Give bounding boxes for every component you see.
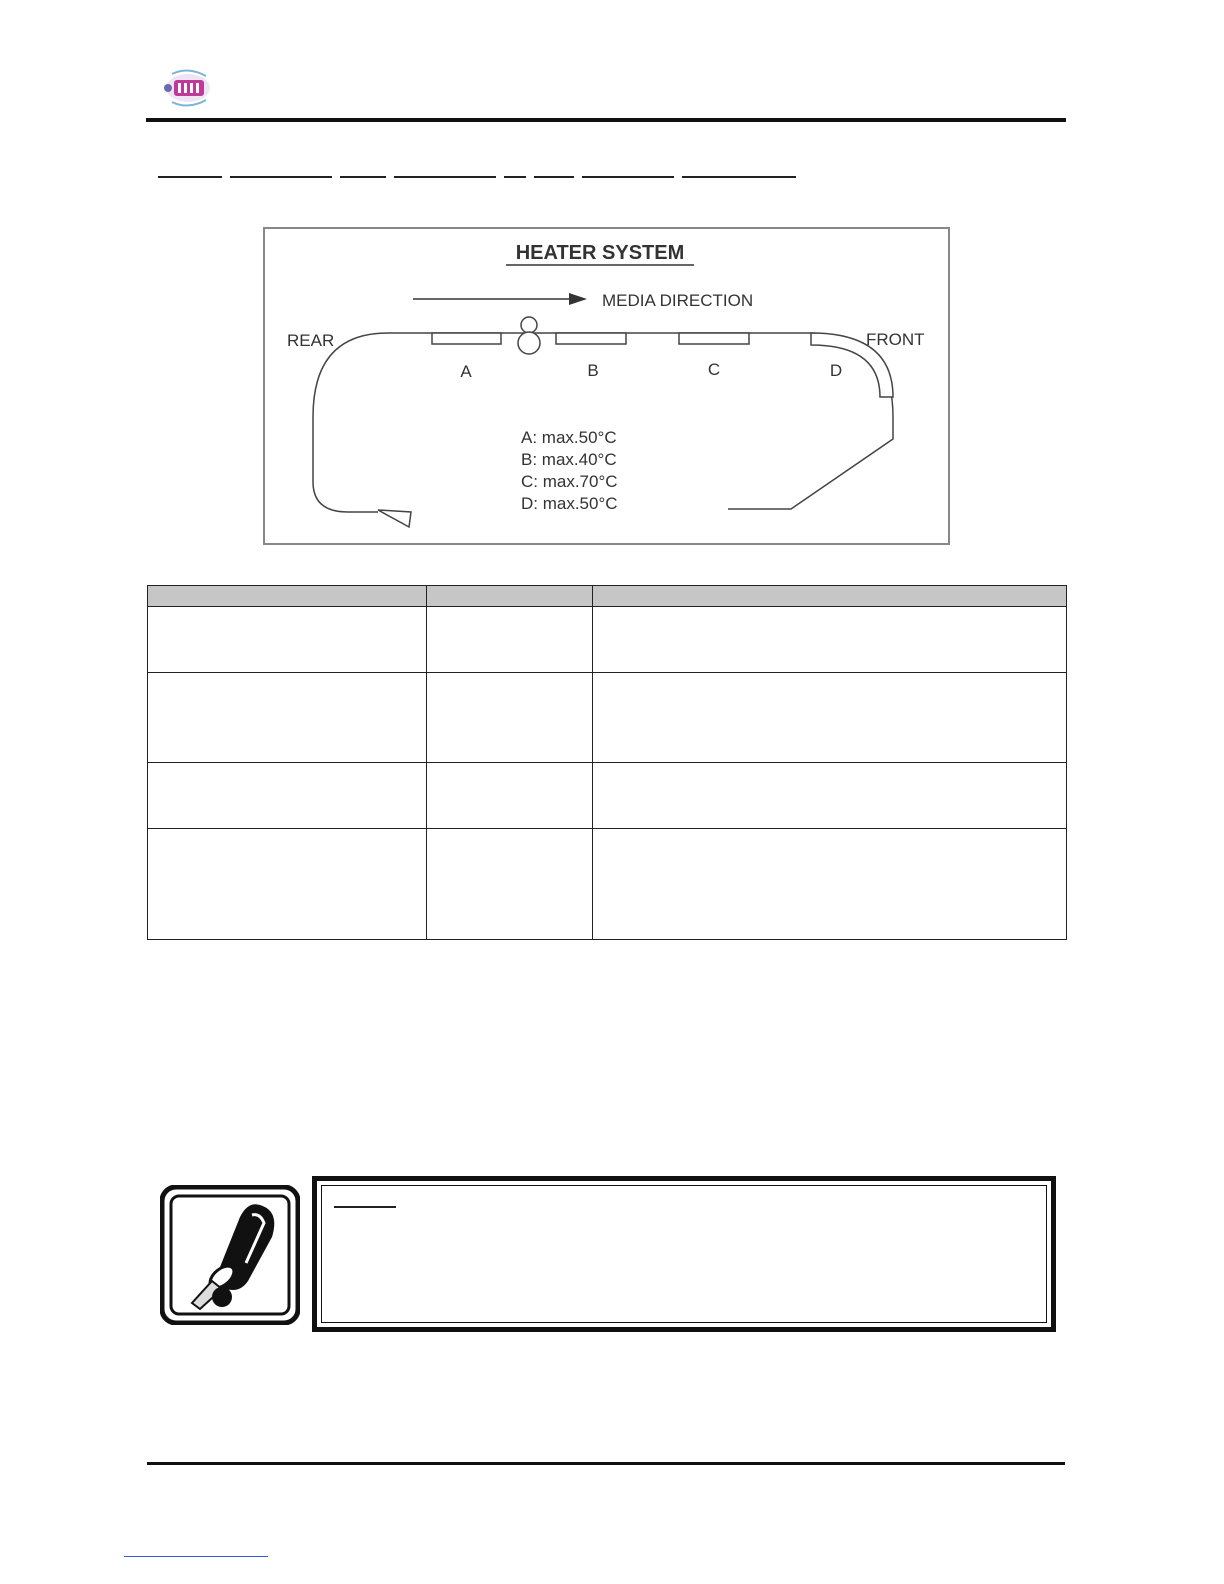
limit-a: A: max.50°C [521,428,617,447]
rear-label: REAR [287,331,335,350]
table-header-row [148,586,1067,607]
table-row [148,673,1067,763]
footer-link[interactable] [124,1556,268,1557]
table-cell [148,673,427,763]
table-cell [148,607,427,673]
note-label-underline [334,1206,396,1208]
table-header-cell [427,586,593,607]
table-header-cell [593,586,1067,607]
table-row [148,829,1067,940]
zone-a-label: A [460,362,472,381]
table-cell [593,829,1067,940]
table-cell [148,829,427,940]
zone-c-label: C [707,360,721,379]
company-logo-icon [160,64,216,110]
media-direction-label: MEDIA DIRECTION [602,291,754,310]
table-cell [593,607,1067,673]
limit-d: D: max.50°C [521,494,618,513]
note-inner-border [321,1185,1047,1323]
table-cell [593,763,1067,829]
table-cell [427,607,593,673]
zone-d-label: D [829,361,843,380]
table-cell [427,673,593,763]
diagram-title: HEATER SYSTEM [515,242,685,264]
header-rule [146,118,1066,122]
spec-table [147,585,1067,940]
table-cell [427,763,593,829]
limit-b: B: max.40°C [521,450,617,469]
front-label: FRONT [866,330,925,349]
table-cell [593,673,1067,763]
footer-rule [147,1462,1065,1465]
table-header-cell [148,586,427,607]
zone-b-label: B [587,361,599,380]
heater-system-diagram [263,227,951,546]
table-row [148,763,1067,829]
note-box [312,1176,1056,1332]
table-cell [427,829,593,940]
screwdriver-note-icon [160,1185,300,1325]
table-cell [148,763,427,829]
limit-c: C: max.70°C [521,472,618,491]
table-row [148,607,1067,673]
